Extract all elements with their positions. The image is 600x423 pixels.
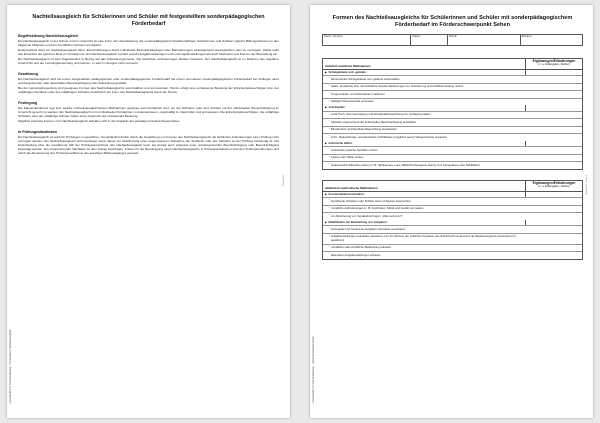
measure-text: Aufgabenstellungen quantitativ reduzieren (um für Nehmen der zeitlichen Vorgaben des Schulrhythmus dennoch die Bearbeitungszeit ausreichend zu gewähren) [331, 234, 517, 242]
category-cell [323, 105, 525, 111]
measure-item [323, 133, 582, 141]
measure-text: barrierefreies Schulgebäude und -gelände sicherstellen [331, 76, 400, 81]
right-page-title: Formen des Nachteilsausgleichs für Schülerinnen und Schüler mit sonderpädagogischem Förderbedarf im Förderschwerpunkt Sehen [332, 15, 573, 28]
left-document-page [7, 5, 290, 418]
dash-bullet-icon: – [328, 225, 330, 230]
field-name[interactable] [323, 34, 411, 45]
right-side-footer: Landesinstitut für Schulentwicklung · Förderschwerpunkt Sehen [312, 336, 315, 404]
measure-item [323, 146, 582, 154]
category-name: Schulgebäude und -gelände: [328, 69, 367, 74]
section-paragraph: Mögliche konkrete Formen zum Nachteilsausgleich befinden sich in den Kapiteln des jeweiligen Förderschwerpunktes. [18, 119, 181, 124]
measure-item [323, 161, 582, 169]
block-label: didaktisch-methodische Maßnahmen [325, 185, 378, 190]
category-name: Modifikation der Bearbeitung von Aufgaben: [328, 219, 388, 224]
section-paragraph: Ein Nachteilsausgleich ist auch für Prüfungen zu gewähren. Grundsätzlich dürfen durch die Gewährung von Formen des Nachteilsausgleichs die fachlichen Anforderungen einer Prüfung nicht verringert werden. Ein Nachteilsausgleich wird beantragt, wenn dieser zur Absicherung einer angemessenen Teilnahme der Schülerin oder des Schülers an der Prüfung notwendig ist. Die Entscheidung über die Gewährung trifft der Prüfungsausschuss. Ein Nachteilsausgleich kann auf Antrag auch aufgrund einer vorübergehenden Beeinträchtigung oder Beeinträchtigung beantragt werden. Ein entsprechender Nachweis ist dem Antrag beizufügen. Fristen für die Beantragung eines Nachteilsausgleichs in Prüfungssituationen sind den Prüfungsordnungen und durch die Absolvierung des Prüfungsverfahrens des jeweiligen Bildungsganges geregelt. [18, 135, 279, 156]
field-klasse[interactable] [411, 34, 447, 45]
section-heading: Festlegung [18, 101, 38, 106]
category-spacer-cell [525, 105, 582, 111]
dash-bullet-icon: – [328, 197, 330, 202]
measure-item [323, 154, 582, 162]
triangle-bullet-icon: ▶ [325, 192, 327, 196]
triangle-bullet-icon: ▶ [325, 141, 327, 145]
category-cell [323, 220, 525, 226]
dash-bullet-icon: – [328, 161, 330, 166]
measure-item [323, 90, 582, 98]
measure-text: häufigen Raumwechsel vermeiden [331, 99, 374, 104]
category-name: technische Hilfen: [328, 140, 353, 145]
category-row [323, 141, 582, 147]
dash-bullet-icon: – [328, 97, 330, 102]
section-paragraph: Ein Nachteilsausgleich in der Schule und im Unterricht ist eine Form der Unterstützung, die sonderpädagogisch förderbedürftigen Schülerinnen und Schülern gleiche Bildungschancen in den allgemein bildenden und den beruflichen Schulen ermöglicht. [18, 39, 279, 48]
field-zeitraum[interactable] [520, 34, 582, 45]
measure-item [323, 118, 582, 126]
left-doc-id: Stand 2017 [283, 175, 285, 187]
section-heading: Gewährung [18, 72, 38, 77]
measure-item [323, 212, 582, 220]
category-spacer-cell [525, 192, 582, 198]
section-paragraph: Die Klassenkonferenz legt fest, welche nachteilsausgleichenden Maßnahmen geeignet und erforderlich sind, um der Schülerin oder dem Schüler mit der individuellen Beeinträchtigung im Unterricht gerecht zu werden. Ein Nachteilsausgleich ist im individuellen Förderplan zu dokumentieren, regelmäßig zu überprüfen und anzupassen. Die Erziehungsberechtigten, die volljährige Schülerin oder der volljährige Schüler haben einen Anspruch auf umfassende Beratung. [18, 106, 279, 119]
erg-column-header [525, 181, 582, 191]
measure-text: zur Absicherung von Verständnis fragen: „Was siehst du?“ [331, 213, 403, 218]
measures-block [322, 58, 583, 170]
dash-bullet-icon: – [328, 153, 330, 158]
block-header [323, 59, 582, 70]
category-spacer-cell [525, 220, 582, 226]
field-name-label: Name, Vorname [324, 35, 343, 39]
dash-bullet-icon: – [328, 146, 330, 151]
left-page-title: Nachteilsausgleich für Schülerinnen und Schüler mit festgestelltem sonderpädagogischen Förderbedarf [32, 14, 265, 27]
erg-subtitle: (z. a. Zeitangaben, Fächer) [538, 185, 570, 189]
measure-item [323, 75, 582, 83]
right-doc-id: Stand 2017 · Seite 1 [586, 175, 588, 195]
measure-item [323, 111, 582, 119]
triangle-bullet-icon: ▶ [325, 220, 327, 224]
measure-item [323, 83, 582, 91]
dash-bullet-icon: – [328, 125, 330, 130]
dash-bullet-icon: – [328, 251, 330, 256]
block-label: räumlich-sächliche Maßnahmen [325, 63, 371, 68]
dash-bullet-icon: – [328, 212, 330, 217]
measure-text: taktile, akustische bzw. übersichtliche visuelle Markierungen zur Orientierung und Unfallvermeidung nutzen [331, 84, 464, 89]
measure-text: elektronische Hilfsmittel nutzen (z. B. Tafelkamera, Lupe, Bildschirmlesegerät, Handy zum Fotografieren des Tafelbildes) [331, 162, 480, 167]
category-row [323, 220, 582, 226]
measure-text: Laptop oder Tablet nutzen [331, 155, 364, 160]
measure-text: extra Tisch, Stromversorgung und Arbeitsplatzbeleuchtung zur Verfügung stellen [331, 112, 431, 117]
erg-column-header [525, 59, 582, 69]
measure-item [323, 225, 582, 233]
dash-bullet-icon: – [328, 133, 330, 138]
category-name: Kommunikationsverhalten: [328, 191, 365, 196]
section-paragraph: Bei der Leistungsbewertung sind geeignete Formen des Nachteilsausgleichs auszuwählen und anzuwenden. Hierzu erfolgt eine umfassende Beratung der Erziehungsberechtigten bzw. der volljährigen Schülerin oder des volljährigen Schülers hinsichtlich der Form des Nachteilsausgleichs durch die Schule. [18, 86, 279, 95]
measure-text: mündliche statt schriftliche Bearbeitung anbieten [331, 245, 392, 250]
measures-block [322, 180, 583, 260]
dash-bullet-icon: – [328, 75, 330, 80]
dash-bullet-icon: – [328, 110, 330, 115]
left-sections [18, 34, 279, 155]
measure-text: mündliche Aufforderungen (z. B. Kopfnicken, Mimik und Gestik) vermeiden [331, 206, 424, 211]
category-cell [323, 70, 525, 76]
dash-bullet-icon: – [328, 232, 330, 237]
category-row [323, 192, 582, 198]
measure-item [323, 244, 582, 252]
category-cell [323, 192, 525, 198]
triangle-bullet-icon: ▶ [325, 106, 327, 110]
measure-text: betreffende Schülerin oder Schüler stets mit Namen ansprechen [331, 198, 411, 203]
section-paragraph: Ein Nachteilsausgleich ist kein Zugeständnis in Bezug auf das Anforderungsniveau. Die fachlichen Anforderungen bleiben bestehen. Der Nachteilsausgleich ist im Rahmen des regulären Unterrichts und der Leistungsbewertung umzusetzen, er wird im Zeugnis nicht vermerkt. [18, 57, 279, 66]
category-spacer-cell [525, 70, 582, 76]
category-cell [323, 141, 525, 147]
erg-title: Ergänzungen/Erläuterungen [532, 180, 576, 185]
measures-blocks [322, 58, 583, 260]
measure-text: individuelle optische Sehhilfen nutzen [331, 147, 378, 152]
measure-item [323, 205, 582, 213]
right-document-page [310, 5, 593, 418]
left-side-footer: Landesinstitut für Schulentwicklung · Handreichung Nachteilsausgleich [9, 329, 12, 404]
measure-item [323, 126, 582, 134]
field-schule-label: Schule [448, 35, 457, 39]
triangle-bullet-icon: ▶ [325, 70, 327, 74]
measure-text: Licht-, Beleuchtungs- und akustische Verhältnisse (möglichst wenig Störgeräusche) anpassen [331, 134, 448, 139]
measure-text: Zeitzugaben für bestimmte Aufgaben individuell vereinbaren [331, 226, 406, 231]
erg-subtitle: (z. a. Zeitangaben, Fächer) [538, 63, 570, 67]
measure-item [323, 98, 582, 106]
measure-text: alternative Aufgabenstellungen anbieten [331, 252, 381, 257]
student-header-table [322, 34, 583, 46]
section-heading: In Prüfungssituationen [18, 130, 58, 135]
block-header [323, 181, 582, 192]
dash-bullet-icon: – [328, 82, 330, 87]
dash-bullet-icon: – [328, 118, 330, 123]
field-klasse-label: Klasse [412, 35, 421, 39]
measure-item [323, 251, 582, 259]
section-paragraph: Ein Nachteilsausgleich wird bei einem festgestellten pädagogischen oder sonderpädagogischen Förderbedarf bei einem vermuteten sonderpädagogischen Förderbedarf bei Vorliegen einer vorübergehenden oder dauerhaften Beeinträchtigung oder Erkrankung gewährt. [18, 77, 279, 86]
category-row [323, 70, 582, 76]
dash-bullet-icon: – [328, 243, 330, 248]
section-paragraph: Entsprechend dient ein Nachteilsausgleich dazu, Einschränkungen durch individuelle Beeinträchtigungen oder Behinderungen weitestgehend auszugleichen oder zu verringern. Dabei steht das Erreichen der gleichen Ziele im Vordergrund. Ein Nachteilsausgleich bezieht sowohl Aufgabenstellungen und Leistungsfeststellungen als auch Methoden und Formen der Beurteilung ein. [18, 48, 279, 57]
category-name: Arbeitsplatz: [328, 105, 346, 110]
category-row [323, 105, 582, 111]
field-schule[interactable] [447, 34, 520, 45]
measure-text: Treppenstufen und Stufenkanten markieren [331, 91, 385, 96]
field-zeitraum-label: Zeitraum [521, 35, 532, 39]
category-spacer-cell [525, 141, 582, 147]
dash-bullet-icon: – [328, 204, 330, 209]
measure-item [323, 197, 582, 205]
measure-text: Sitzplatz entsprechend der individuellen Beeinträchtigung auswählen [331, 119, 417, 124]
erg-title: Ergänzungen/Erläuterungen [532, 58, 576, 63]
dash-bullet-icon: – [328, 90, 330, 95]
measure-text: Blendschutz und blendfreie Beleuchtung bereitstellen [331, 127, 397, 132]
section-heading: Begriffsklärung Nachteilsausgleich [18, 34, 79, 39]
measure-item [323, 233, 582, 244]
